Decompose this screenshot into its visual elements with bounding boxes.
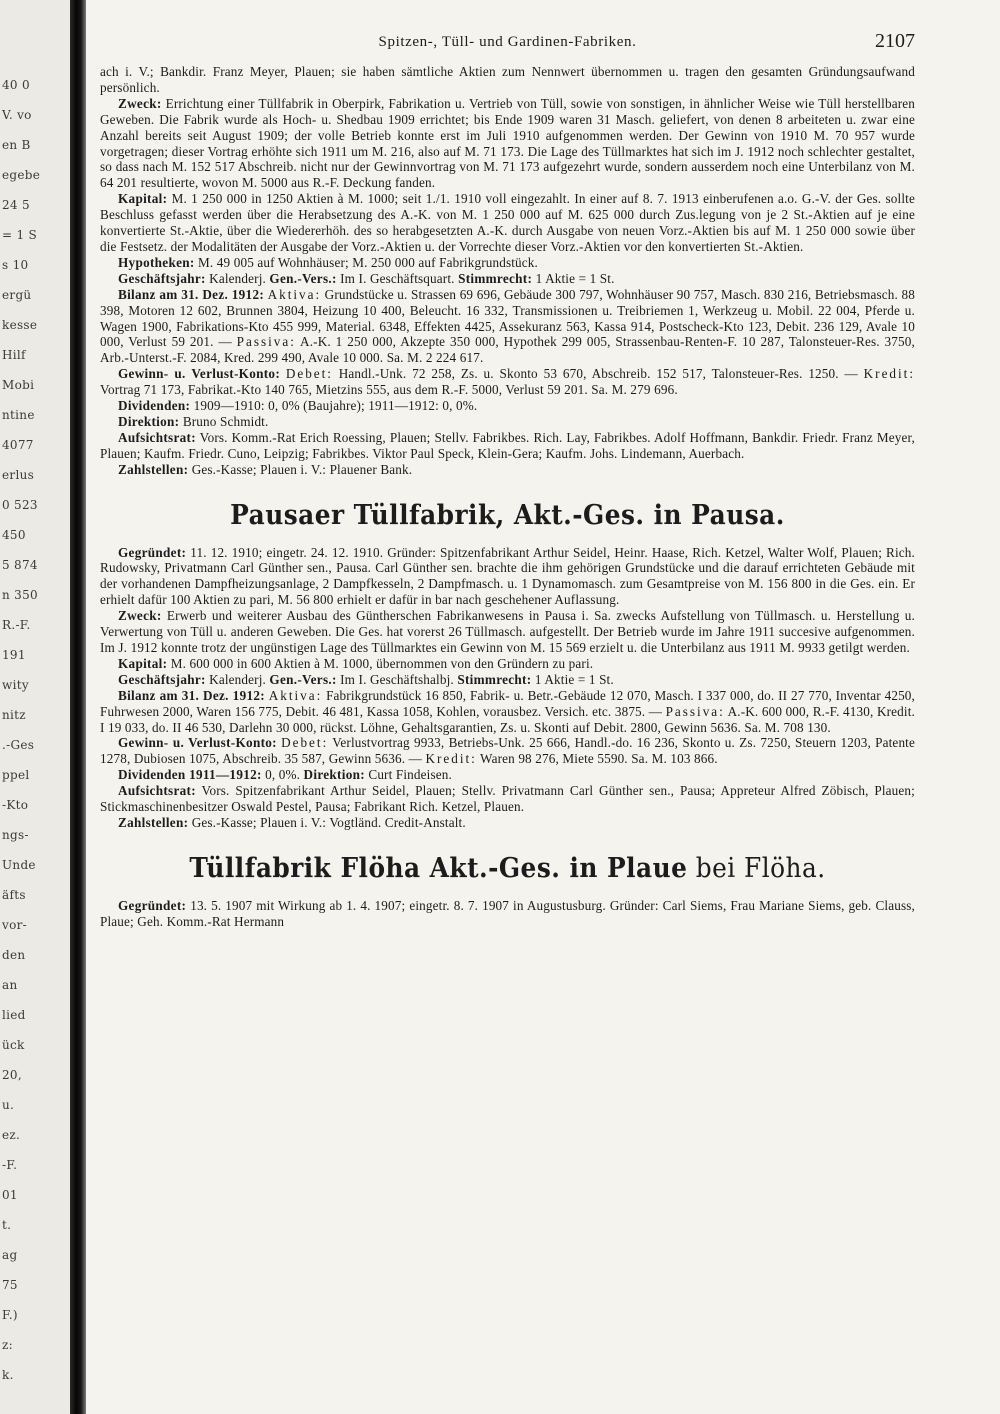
book-spine bbox=[70, 0, 86, 1414]
guv-debet: Handl.-Unk. 72 258, Zs. u. Skonto 53 670, Abschreib. 152 517, Talonsteuer-Res. 1250. — bbox=[332, 366, 864, 382]
bilanz-paragraph bbox=[100, 688, 915, 736]
gutter-fragment: z: bbox=[2, 1338, 13, 1352]
gutter-fragment: t. bbox=[2, 1218, 12, 1232]
zahlstellen-text: Ges.-Kasse; Plauen i. V.: Plauener Bank. bbox=[188, 461, 413, 477]
bilanz-aktiva: Grundstücke u. Strassen 69 696, Gebäude 300 797, Wohnhäuser 90 757, Masch. 830 216, Betriebsmasch. 88 398, Motoren 12 602, Brunnen 3804, Heizung 10 400, Beleucht. 16 332, Transmissionen u. Treibriemen 1, Werkzeug u. Mobil. 22 004, Pferde u. Wagen 1900, Fabrikations-Kto 455 999, Material. 6348, Effekten 4425, Assekuranz 563, Kassa 914, Postscheck-Kto 123, Debit. 236 129, Avale 10 000, Verlust 59 201. — bbox=[100, 286, 915, 350]
gutter-fragment: ntine bbox=[2, 408, 35, 422]
genvers-text: Im I. Geschäftshalbj. bbox=[336, 671, 458, 687]
gutter-fragment: ppel bbox=[2, 768, 30, 782]
gutter-fragment: = 1 S bbox=[2, 228, 38, 242]
geschaeftsjahr-label: Geschäftsjahr: bbox=[118, 671, 206, 687]
guv-paragraph bbox=[100, 735, 915, 767]
aktiva-word: Aktiva: bbox=[267, 286, 322, 302]
gutter-fragment: ergü bbox=[2, 288, 32, 302]
gutter-fragment: ez. bbox=[2, 1128, 21, 1142]
aufsichtsrat-paragraph bbox=[100, 430, 915, 462]
gutter-fragment: -Kto bbox=[2, 798, 29, 812]
direktion-label: Direktion: bbox=[303, 767, 365, 783]
geschaeftsjahr-text: Kalenderj. bbox=[205, 671, 270, 687]
stimmrecht-label: Stimmrecht: bbox=[457, 671, 532, 687]
gutter-fragment: R.-F. bbox=[2, 618, 31, 632]
gutter-fragment: V. vo bbox=[2, 108, 32, 122]
kapital-text: M. 1 250 000 in 1250 Aktien à M. 1000; seit 1./1. 1910 voll eingezahlt. In einer auf 8. 7. 1913 einberufenen a.o. G.-V. der Ges. sollte Beschluss gefasst werden über die Herabsetzung des A.-K. von M. 1 250 000 auf M. 625 000 durch Zus.legung von je 2 St.-Aktien auf je eine konvertierte St.-Aktie, über die Wiedererhöh. des so herabgesetzten A.-K. durch Ausgabe von neuen Vorz.-Aktien bis auf M. 1 250 000 sowie über die Festsetz. der Modalitäten der Ausgabe der Vorz.-Aktien u. der Vorrechte dieser Vorz.-Aktien vor den konvertierten St.-Aktien. bbox=[100, 191, 915, 254]
kapital-paragraph bbox=[100, 656, 915, 672]
gutter-fragment: den bbox=[2, 948, 26, 962]
gutter-fragment: -F. bbox=[2, 1158, 18, 1172]
debet-word: Debet: bbox=[281, 735, 329, 751]
gutter-fragment: wity bbox=[2, 678, 29, 692]
company-heading-floeha-bold: Tüllfabrik Flöha Akt.-Ges. in Plaue bbox=[189, 852, 688, 884]
gegruendet-paragraph bbox=[100, 898, 915, 930]
gutter-fragment: 24 5 bbox=[2, 198, 30, 212]
gutter-fragment: ag bbox=[2, 1248, 18, 1262]
hypotheken-label: Hypotheken: bbox=[118, 254, 195, 270]
section-continued-entry bbox=[100, 64, 915, 478]
dividenden-text: 1909—1910: 0, 0% (Baujahre); 1911—1912: 0, 0%. bbox=[190, 398, 478, 414]
gegruendet-paragraph bbox=[100, 545, 915, 609]
gutter-fragment: ück bbox=[2, 1038, 25, 1052]
bilanz-aktiva: Fabrikgrundstück 16 850, Fabrik- u. Betr.-Gebäude 12 070, Masch. I 337 000, do. II 27 770, Inventar 4250, Fuhrwesen 2000, Waren 156 775, Debit. 46 481, Kassa 1058, Kohlen, vorausbez. Versich. etc. 3875. — bbox=[100, 687, 916, 719]
stimmrecht-text: 1 Aktie = 1 St. bbox=[531, 671, 614, 687]
direktion-text: Curt Findeisen. bbox=[364, 767, 452, 783]
company-heading-pausaer: Pausaer Tüllfabrik, Akt.-Ges. in Pausa. bbox=[230, 499, 785, 531]
zahlstellen-paragraph bbox=[100, 462, 915, 478]
gutter-fragment: nitz bbox=[2, 708, 26, 722]
kapital-label: Kapital: bbox=[118, 655, 168, 671]
gutter-fragment: 20, bbox=[2, 1068, 22, 1082]
gutter-fragment: 191 bbox=[2, 648, 26, 662]
passiva-word: Passiva: bbox=[665, 703, 725, 719]
adjacent-page-gutter bbox=[0, 0, 70, 1414]
gutter-fragment: 01 bbox=[2, 1188, 18, 1202]
geschaeftsjahr-label: Geschäftsjahr: bbox=[118, 270, 206, 286]
gutter-fragment: n 350 bbox=[2, 588, 38, 602]
gutter-fragment: kesse bbox=[2, 318, 38, 332]
gutter-fragment: erlus bbox=[2, 468, 35, 482]
gutter-fragment: 0 523 bbox=[2, 498, 38, 512]
dividenden-direktion-paragraph bbox=[100, 767, 915, 783]
stimmrecht-label: Stimmrecht: bbox=[458, 270, 533, 286]
gutter-fragment: 5 874 bbox=[2, 558, 38, 572]
bilanz-paragraph bbox=[100, 287, 915, 367]
guv-paragraph bbox=[100, 366, 915, 398]
aktiva-word: Aktiva: bbox=[268, 687, 323, 703]
dividenden-label: Dividenden: bbox=[118, 398, 191, 414]
gegruendet-text: 13. 5. 1907 mit Wirkung ab 1. 4. 1907; eingetr. 8. 7. 1907 in Augustusburg. Gründer: Carl Siems, Frau Mariane Siems, geb. Clauss, Plaue; Geh. Komm.-Rat Hermann bbox=[100, 897, 915, 929]
guv-debet: Verlustvortrag 9933, Betriebs-Unk. 25 666, Handl.-do. 16 236, Skonto u. Zs. 7250, Steuern 1203, Patente 1278, Dubiosen 1075, Abschreib. 35 587, Gewinn 5636. — bbox=[100, 735, 915, 767]
gutter-fragment: u. bbox=[2, 1098, 15, 1112]
gutter-fragment: 450 bbox=[2, 528, 26, 542]
kapital-paragraph bbox=[100, 191, 915, 255]
direktion-text: Bruno Schmidt. bbox=[179, 413, 269, 429]
document-page bbox=[100, 26, 915, 1401]
direktion-label: Direktion: bbox=[118, 413, 180, 429]
kapital-label: Kapital: bbox=[118, 191, 168, 207]
aufsichtsrat-text: Vors. Spitzenfabrikant Arthur Seidel, Plauen; Stellv. Privatmann Carl Günther sen., Pausa; Appreteur Alfred Zöbisch, Plauen; Stickmaschinenbesitzer Oswald Pestel, Pausa; Fabrikant Rich. Ketzel, Plauen. bbox=[100, 783, 915, 815]
gutter-fragment: 40 0 bbox=[2, 78, 30, 92]
gegruendet-label: Gegründet: bbox=[118, 897, 187, 913]
zweck-label: Zweck: bbox=[118, 95, 162, 111]
zweck-paragraph bbox=[100, 608, 915, 656]
bilanz-passiva: A.-K. 1 250 000, Akzepte 350 000, Hypothek 299 005, Strassenbau-Renten-F. 10 287, Talonsteuer-Res. 3750, Arb.-Unterst.-F. 2084, Kred. 299 490, Avale 10 000. Sa. M. 2 224 617. bbox=[100, 334, 915, 366]
intro-text: ach i. V.; Bankdir. Franz Meyer, Plauen; sie haben sämtliche Aktien zum Nennwert übernommen u. tragen den gesamten Gründungsaufwand persönlich. bbox=[100, 64, 915, 95]
company-entry-pausaer bbox=[100, 545, 915, 831]
geschaeftsjahr-paragraph bbox=[100, 271, 915, 287]
zahlstellen-label: Zahlstellen: bbox=[118, 814, 189, 830]
gutter-fragment: F.) bbox=[2, 1308, 18, 1322]
running-header bbox=[100, 26, 915, 54]
gutter-fragment: Mobi bbox=[2, 378, 35, 392]
zweck-label: Zweck: bbox=[118, 608, 162, 624]
geschaeftsjahr-text: Kalenderj. bbox=[205, 270, 270, 286]
gutter-fragment: en B bbox=[2, 138, 31, 152]
page-number: 2107 bbox=[875, 30, 915, 52]
aufsichtsrat-label: Aufsichtsrat: bbox=[118, 783, 196, 799]
direktion-paragraph bbox=[100, 414, 915, 430]
bilanz-passiva: A.-K. 600 000, R.-F. 4130, Kredit. I 19 033, do. II 46 530, Darlehn 30 000, rückst. Löhne, Gehaltsgarantien, Zs. u. Skonti auf Debit. 2800, Gewinn 5636. Sa. M. 708 130. bbox=[100, 703, 915, 735]
genvers-label: Gen.-Vers.: bbox=[269, 270, 337, 286]
zweck-text: Erwerb und weiterer Ausbau des Güntherschen Fabrikanwesens in Pausa i. Sa. zwecks Aufstellung von Tüllmasch. u. Herstellung u. Verwertung von Tüll u. anderen Geweben. Die Ges. hat vorerst 26 Tüllmasch. aufgestellt. Der Betrieb wurde im Jahre 1911 succesive aufgenommen. Im J. 1912 konnte trotz der ungünstigen Lage des Tüllmarktes ein Gewinn von M. 15 569 erzielt u. die Unterbilanz aus 1911 M. 9933 getilgt werden. bbox=[100, 608, 915, 655]
zahlstellen-text: Ges.-Kasse; Plauen i. V.: Vogtländ. Credit-Anstalt. bbox=[188, 814, 466, 830]
gutter-fragment: äfts bbox=[2, 888, 26, 902]
intro-paragraph bbox=[100, 64, 915, 96]
passiva-word: Passiva: bbox=[236, 334, 296, 350]
guv-label: Gewinn- u. Verlust-Konto: bbox=[118, 735, 277, 751]
gegruendet-label: Gegründet: bbox=[118, 544, 187, 560]
guv-kredit: Vortrag 71 173, Fabrikat.-Kto 140 765, Mietzins 555, aus dem R.-F. 5000, Verlust 59 201. Sa. M. 279 696. bbox=[100, 382, 678, 398]
company-heading-floeha-light: bei Flöha. bbox=[687, 852, 826, 884]
aufsichtsrat-label: Aufsichtsrat: bbox=[118, 429, 196, 445]
debet-word: Debet: bbox=[285, 366, 333, 382]
zahlstellen-label: Zahlstellen: bbox=[118, 461, 189, 477]
guv-label: Gewinn- u. Verlust-Konto: bbox=[118, 366, 281, 382]
zahlstellen-paragraph bbox=[100, 815, 915, 831]
gutter-fragment: k. bbox=[2, 1368, 14, 1382]
gutter-fragment: s 10 bbox=[2, 258, 29, 272]
gutter-fragment: vor- bbox=[2, 918, 27, 932]
kapital-text: M. 600 000 in 600 Aktien à M. 1000, übernommen von den Gründern zu pari. bbox=[167, 655, 594, 671]
hypotheken-paragraph bbox=[100, 255, 915, 271]
gutter-fragment: Hilf bbox=[2, 348, 26, 362]
bilanz-label: Bilanz am 31. Dez. 1912: bbox=[118, 286, 265, 302]
stimmrecht-text: 1 Aktie = 1 St. bbox=[532, 270, 615, 286]
gutter-fragment: egebe bbox=[2, 168, 41, 182]
kredit-word: Kredit: bbox=[863, 366, 916, 382]
aufsichtsrat-paragraph bbox=[100, 783, 915, 815]
gegruendet-text: 11. 12. 1910; eingetr. 24. 12. 1910. Gründer: Spitzenfabrikant Arthur Seidel, Heinr. Haase, Rich. Ketzel, Walter Wolf, Plauen; Rich. Rudowsky, Privatmann Carl Günther sen., Pausa. Carl Günther sen. brachte die ihm gehörigen Grundstücke und die darauf errichteten Gebäude mit der vorhandenen Dampfheizungsanlage, 2 Dampfkesseln, 2 Dampfmasch. u. 1 Dynamomasch. zum Gesamtpreise von M. 156 800 in die Ges. ein. Er erhielt dafür 100 Aktien zu pari, M. 56 800 erhielt er dafür in bar nach geschehener Auflassung. bbox=[100, 544, 915, 608]
geschaeftsjahr-paragraph bbox=[100, 672, 915, 688]
dividenden-paragraph bbox=[100, 398, 915, 414]
zweck-paragraph bbox=[100, 96, 915, 191]
company-heading-floeha bbox=[133, 853, 883, 884]
hypotheken-text: M. 49 005 auf Wohnhäuser; M. 250 000 auf Fabrikgrundstück. bbox=[194, 254, 538, 270]
gutter-fragment: .-Ges bbox=[2, 738, 35, 752]
zweck-text: Errichtung einer Tüllfabrik in Oberpirk, Fabrikation u. Vertrieb von Tüll, sowie von sonstigen, in ähnlicher Weise wie Tüll herstellbaren Geweben. Die Fabrik wurde als Hoch- u. Shedbau 1909 errichtet; bis Ende 1909 waren 31 Masch. geliefert, von denen 8 arbeiteten u. zwar eine Anzahl bereits seit August 1909; der volle Betrieb konnte erst im Juli 1910 aufgenommen werden. Der Gewinn von 1910 M. 70 957 wurde vorgetragen; dieser Vortrag erhöhte sich 1911 um M. 216, also auf M. 71 173. Die Lage des Tüllmarktes hat sich im J. 1912 noch schlechter gestaltet, so dass nach M. 152 517 Abschreib. nicht nur der Gewinnvortrag von M. 71 173 aufgezehrt wurde, sondern ausserdem noch eine Unterbilanz von M. 64 201 resultierte, wovon M. 5000 aus R.-F. Deckung fanden. bbox=[100, 95, 915, 191]
gutter-fragment: Unde bbox=[2, 858, 36, 872]
running-header-title: Spitzen-, Tüll- und Gardinen-Fabriken. bbox=[378, 34, 637, 50]
gutter-fragment: lied bbox=[2, 1008, 26, 1022]
gutter-fragment: 75 bbox=[2, 1278, 18, 1292]
gutter-fragment: an bbox=[2, 978, 18, 992]
bilanz-label: Bilanz am 31. Dez. 1912: bbox=[118, 687, 265, 703]
genvers-label: Gen.-Vers.: bbox=[269, 671, 337, 687]
company-entry-floeha bbox=[100, 898, 915, 930]
guv-kredit: Waren 98 276, Miete 5590. Sa. M. 103 866. bbox=[476, 751, 718, 767]
dividenden-text: 0, 0%. bbox=[261, 767, 304, 783]
gutter-fragment: ngs- bbox=[2, 828, 29, 842]
aufsichtsrat-text: Vors. Komm.-Rat Erich Roessing, Plauen; Stellv. Fabrikbes. Rich. Lay, Fabrikbes. Adolf Hoffmann, Bankdir. Friedr. Franz Meyer, Plauen; Kaufm. Friedr. Cuno, Leipzig; Fabrikbes. Viktor Paul Speck, Klein-Gera; Kaufm. Johs. Lindemann, Auerbach. bbox=[100, 429, 915, 461]
gutter-fragment: 4077 bbox=[2, 438, 34, 452]
genvers-text: Im I. Geschäftsquart. bbox=[336, 270, 459, 286]
kredit-word: Kredit: bbox=[425, 751, 477, 767]
dividenden-label: Dividenden 1911—1912: bbox=[118, 767, 262, 783]
